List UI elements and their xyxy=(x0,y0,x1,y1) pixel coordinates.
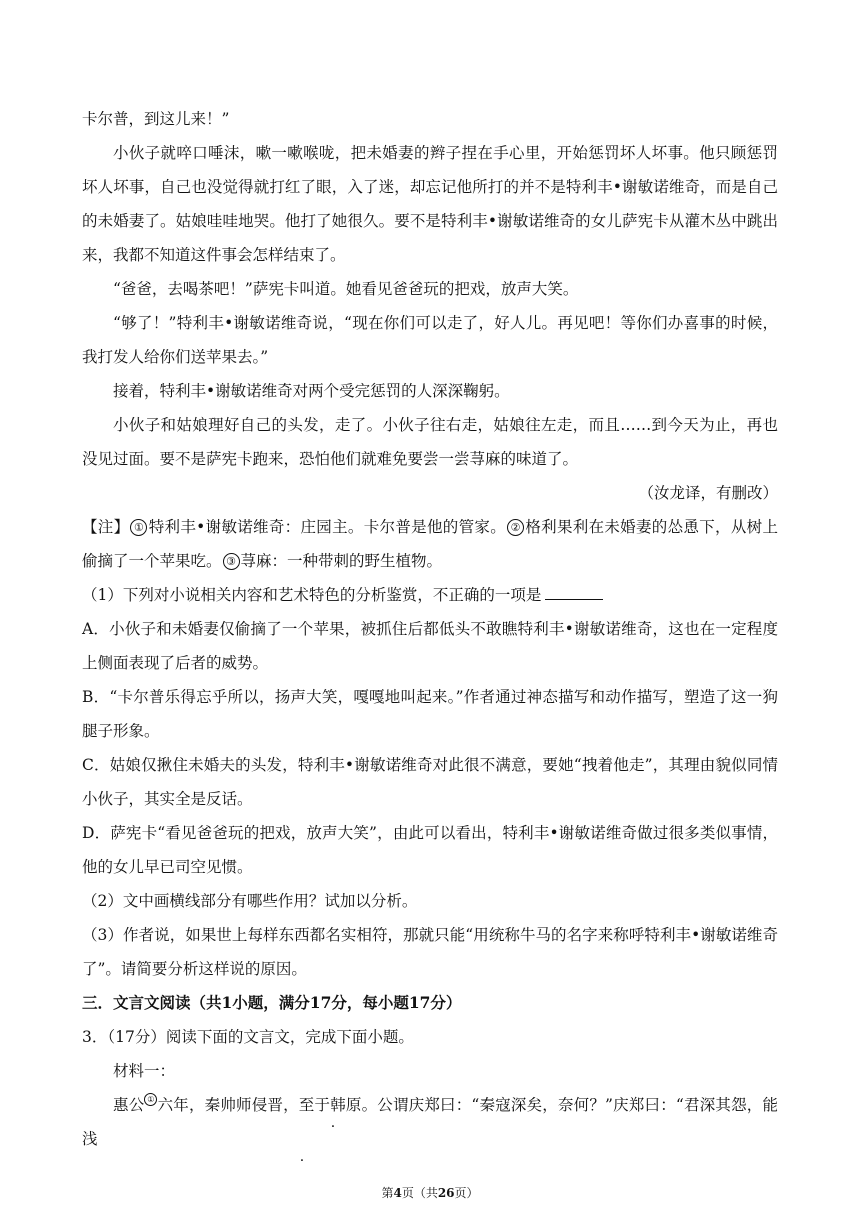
footer-pre: 第 xyxy=(381,1186,394,1200)
note-number-3: ③ xyxy=(223,553,240,570)
page-number: 4 xyxy=(393,1186,402,1200)
option-a: A．小伙子和未婚妻仅偷摘了一个苹果，被抓住后都低头不敢瞧特利丰•谢敏诺维奇，这也在一定程度上侧面表现了后者的威势。 xyxy=(82,620,778,672)
classical-text-b: 六年，秦帅师侵晋， xyxy=(157,1096,299,1114)
story-paragraph-0: 卡尔普，到这儿来！” xyxy=(82,110,230,128)
emphasized-phrase: 至于 · · xyxy=(299,1096,330,1114)
option-b: B．“卡尔普乐得忘乎所以，扬声大笑，嘎嘎地叫起来。”作者通过神态描写和动作描写，塑造了这一狗腿子形象。 xyxy=(82,688,778,740)
classical-note-mark: ① xyxy=(144,1093,157,1106)
note-text-1: 特利丰•谢敏诺维奇：庄园主。卡尔普是他的管家。 xyxy=(148,518,507,536)
story-paragraph-4: 接着，特利丰•谢敏诺维奇对两个受完惩罚的人深深鞠躬。 xyxy=(113,382,510,400)
footer-mid: 页（共 xyxy=(401,1186,438,1200)
translator-source: （汝龙译，有删改） xyxy=(638,484,778,502)
page-footer xyxy=(0,1184,860,1201)
page-total: 26 xyxy=(437,1186,455,1200)
footer-post: 页） xyxy=(454,1186,479,1200)
question-1-text: （1）下列对小说相关内容和艺术特色的分析鉴赏，不正确的一项是 xyxy=(82,586,542,604)
option-d: D．萨宪卡“看见爸爸玩的把戏，放声大笑”，由此可以看出，特利丰•谢敏诺维奇做过很多类似事情，他的女儿早已司空见惯。 xyxy=(82,824,778,876)
note-number-1: ① xyxy=(130,519,147,536)
option-c: C．姑娘仅揪住未婚夫的头发，特利丰•谢敏诺维奇对此很不满意，要她“拽着他走”，其理由貌似同情小伙子，其实全是反话。 xyxy=(82,756,778,808)
story-paragraph-3: “够了！”特利丰•谢敏诺维奇说，“现在你们可以走了，好人儿。再见吧！等你们办喜事的时候，我打发人给你们送苹果去。” xyxy=(82,314,778,366)
story-paragraph-1: 小伙子就啐口唾沫，嗽一嗽喉咙，把未婚妻的辫子捏在手心里，开始惩罚坏人坏事。他只顾惩罚坏人坏事，自己也没觉得就打红了眼，入了迷，却忘记他所打的并不是特利丰•谢敏诺维奇，而是自己的未婚妻了。姑娘哇哇地哭。他打了她很久。要不是特利丰•谢敏诺维奇的女儿萨宪卡从灌木丛中跳出来，我都不知道这件事会怎样结束了。 xyxy=(82,144,778,264)
question-3: （3）作者说，如果世上每样东西都名实相符，那就只能“用统称牛马的名字来称呼特利丰•谢敏诺维奇了”。请简要分析这样说的原因。 xyxy=(82,926,778,978)
note-text-3: 荨麻：一种带刺的野生植物。 xyxy=(240,552,443,570)
classical-text-line xyxy=(82,1088,778,1156)
section-3-heading: 三．文言文阅读（共1小题，满分17分，每小题17分） xyxy=(82,993,462,1012)
question-3-item: 3．（17分）阅读下面的文言文，完成下面小题。 xyxy=(82,1028,414,1046)
answer-blank xyxy=(545,585,603,600)
question-2: （2）文中画横线部分有哪些作用？试加以分析。 xyxy=(82,892,418,910)
story-paragraph-2: “爸爸，去喝茶吧！”萨宪卡叫道。她看见爸爸玩的把戏，放声大笑。 xyxy=(113,280,579,298)
note-text-2: 格利果利在未婚妻的怂恿下，从树上偷摘了一个苹果吃。 xyxy=(82,518,778,570)
classical-text-a: 惠公 xyxy=(113,1096,145,1114)
story-paragraph-5: 小伙子和姑娘理好自己的头发，走了。小伙子往右走，姑娘往左走，而且……到今天为止，再也没见过面。要不是萨宪卡跑来，恐怕他们就难免要尝一尝荨麻的味道了。 xyxy=(82,416,778,468)
material-label: 材料一： xyxy=(113,1062,176,1080)
note-prefix: 【注】 xyxy=(82,518,130,536)
note-number-2: ② xyxy=(507,519,524,536)
question-1 xyxy=(82,578,778,612)
annotation-note xyxy=(82,510,778,578)
classical-text-c: 韩原。公谓庆郑曰：“秦寇深矣，奈何？”庆郑曰：“君深其怨，能浅 xyxy=(82,1096,778,1148)
